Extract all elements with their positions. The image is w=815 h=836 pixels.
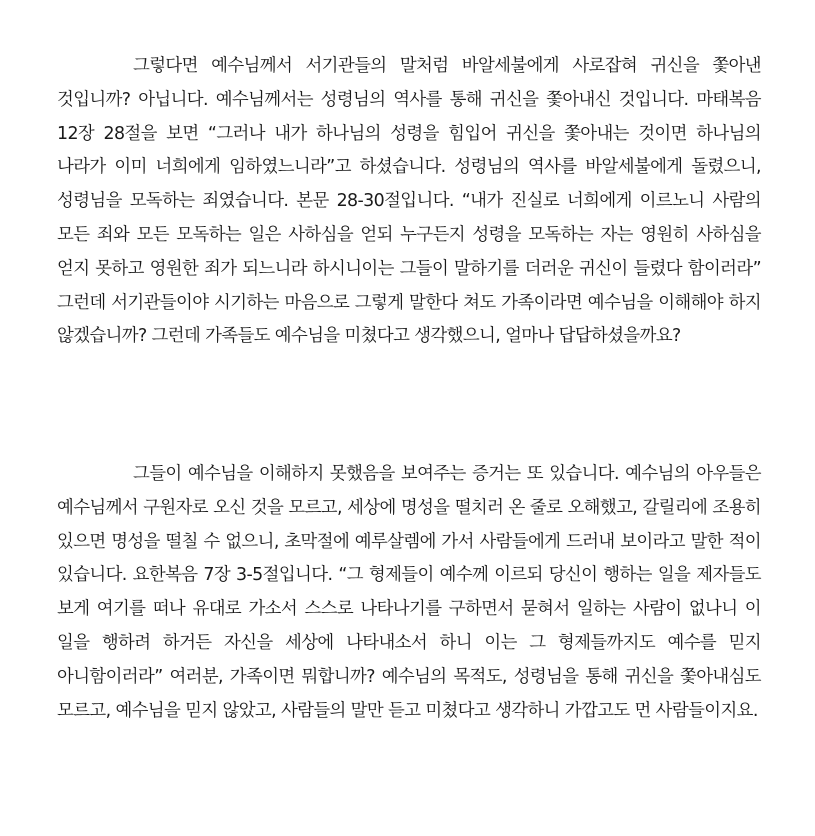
paragraph-2: 그들이 예수님을 이해하지 못했음을 보여주는 증거는 또 있습니다. 예수님의 아우들은 예수님께서 구원자로 오신 것을 모르고, 세상에 명성을 떨치러 온 줄로 오해했고, 갈릴리에 조용히 있으면 명성을 떨칠 수 없으니, 초막절에 예루살렘에 가서 사람들에게 드러내 보이라고 말한 적이 있습니다. 요한복음 7장 3-5절입니다. “그 형제들이 예수께 이르되 당신이 행하는 일을 제자들도 보게 여기를 떠나 유대로 가소서 스스로 나타나기를 구하면서 묻혀서 일하는 사람이 없나니 이 일을 행하려 하거든 자신을 세상에 나타내소서 하니 이는 그 형제들까지도 예수를 믿지 아니함이러라” 여러분, 가족이면 뭐합니까? 예수님의 목적도, 성령님을 통해 귀신을 쫓아내심도 모르고, 예수님을 믿지 않았고, 사람들의 말만 듣고 미쳤다고 생각하니 가깝고도 먼 사람들이지요.: [57, 464, 761, 721]
paragraph-1: 그렇다면 예수님께서 서기관들의 말처럼 바알세불에게 사로잡혀 귀신을 쫓아낸 것입니까? 아닙니다. 예수님께서는 성령님의 역사를 통해 귀신을 쫓아내신 것입니다. 마태복음 12장 28절을 보면 “그러나 내가 하나님의 성령을 힘입어 귀신을 쫓아내는 것이면 하나님의 나라가 이미 너희에게 임하였느니라”고 하셨습니다. 성령님의 역사를 바알세불에게 돌렸으니, 성령님을 모독하는 죄였습니다. 본문 28-30절입니다. “내가 진실로 너희에게 이르노니 사람의 모든 죄와 모든 모독하는 일은 사하심을 얻되 누구든지 성령을 모독하는 자는 영원히 사하심을 얻지 못하고 영원한 죄가 되느니라 하시니이는 그들이 말하기를 더러운 귀신이 들렸다 함이러라” 그런데 서기관들이야 시기하는 마음으로 그렇게 말한다 쳐도 가족이라면 예수님을 이해해야 하지 않겠습니까? 그런데 가족들도 예수님을 미쳤다고 생각했으니, 얼마나 답답하셨을까요?: [57, 56, 761, 347]
